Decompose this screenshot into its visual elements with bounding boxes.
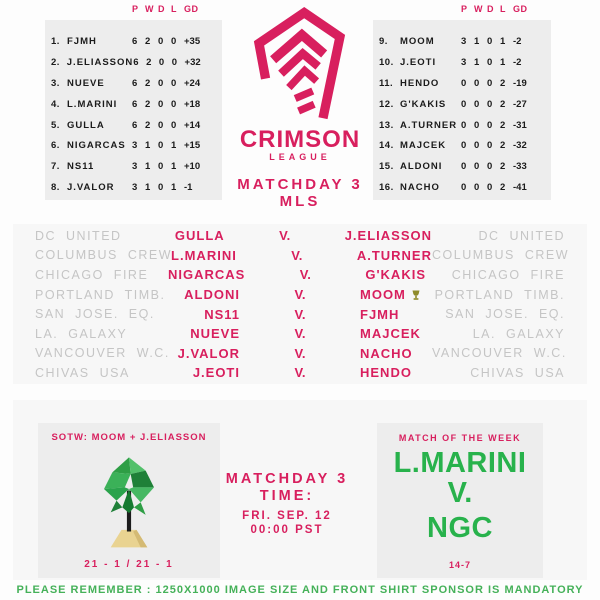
header-l: L [500, 4, 506, 14]
header-l: L [171, 4, 177, 14]
stat-gd: +24 [184, 77, 201, 89]
rank: 9. [379, 35, 388, 47]
rank: 12. [379, 98, 394, 110]
stat-d: 0 [158, 140, 164, 152]
versus-label: V. [294, 345, 306, 361]
trophy-icon [411, 290, 421, 301]
stat-d: 0 [158, 161, 164, 173]
player-name: NIGARCAS [67, 140, 126, 152]
stat-d: 0 [487, 56, 493, 68]
versus-label: V. [294, 287, 306, 303]
table-row [379, 135, 545, 156]
table-row [51, 135, 216, 156]
stat-p: 0 [461, 119, 467, 131]
home-team: CHICAGO FIRE [35, 267, 149, 282]
player-name: NACHO [400, 182, 440, 194]
league-logo-block [230, 6, 370, 211]
sotw-title: SOTW: MOOM + J.ELIASSON [51, 432, 207, 443]
stat-p: 3 [461, 35, 467, 47]
stat-d: 0 [487, 182, 493, 194]
stat-p: 6 [133, 56, 139, 68]
header-w: W [145, 4, 154, 14]
fixtures-list [13, 224, 587, 384]
table-row [379, 52, 545, 73]
versus-label: V. [294, 306, 306, 322]
stat-w: 1 [145, 140, 151, 152]
stat-gd: +18 [184, 98, 201, 110]
motw-away-player: NGC [427, 511, 493, 544]
player-name: NUEVE [67, 77, 105, 89]
header-d: D [158, 4, 165, 14]
table-row [51, 177, 216, 198]
matchday-league: MLS [279, 193, 321, 211]
home-team: DC UNITED [35, 228, 122, 243]
time-matchday: MATCHDAY 3 [225, 471, 349, 487]
away-team: SAN JOSE. EQ. [445, 307, 565, 322]
stat-gd: -31 [513, 119, 527, 131]
stat-w: 0 [474, 182, 480, 194]
stat-p: 6 [132, 119, 138, 131]
stat-p: 6 [132, 77, 138, 89]
time-clock: 00:00 PST [250, 524, 324, 537]
home-player: J.EOTI [192, 365, 240, 381]
motw-home-player: L.MARINI [393, 447, 527, 479]
stat-l: 0 [171, 56, 177, 68]
stat-w: 2 [145, 119, 151, 131]
stat-l: 2 [500, 98, 506, 110]
versus-label: V. [294, 365, 306, 381]
table-row [51, 52, 216, 73]
stat-gd: +35 [184, 35, 201, 47]
stat-l: 2 [500, 140, 506, 152]
away-player-name: MOOM [360, 287, 406, 303]
stat-l: 2 [500, 182, 506, 194]
rank: 11. [379, 77, 394, 89]
home-player: NIGARCAS [168, 267, 246, 283]
versus-label: V. [294, 326, 306, 342]
stat-d: 0 [158, 35, 164, 47]
right-standings-table [373, 20, 551, 200]
rank: 7. [51, 161, 60, 173]
time-date: FRI. SEP. 12 [242, 510, 332, 523]
stat-gd: -33 [513, 161, 527, 173]
stat-w: 2 [146, 56, 152, 68]
home-team: LA. GALAXY [35, 326, 128, 341]
stat-w: 2 [145, 35, 151, 47]
stat-w: 0 [474, 161, 480, 173]
rank: 10. [379, 56, 394, 68]
player-name: J.EOTI [400, 56, 437, 68]
home-player: GULLA [174, 228, 225, 244]
fixture-row [13, 285, 587, 305]
stat-d: 0 [487, 77, 493, 89]
sotw-score: 21 - 1 / 21 - 1 [84, 559, 174, 570]
stat-w: 0 [474, 98, 480, 110]
motw-score: 14-7 [448, 560, 471, 570]
table-row [51, 31, 216, 52]
rank: 14. [379, 140, 394, 152]
stat-gd: +15 [184, 140, 201, 152]
header-gd: GD [513, 4, 528, 14]
table-row [51, 73, 216, 94]
stat-d: 0 [158, 182, 164, 194]
stat-d: 0 [158, 56, 165, 68]
stat-gd: +32 [184, 56, 201, 68]
away-team: PORTLAND TIMB. [434, 287, 565, 302]
stat-p: 3 [132, 161, 138, 173]
header-w: W [474, 4, 483, 14]
away-player: J.ELIASSON [344, 228, 432, 244]
stat-p: 3 [132, 140, 138, 152]
player-name: ALDONI [400, 161, 443, 173]
table-row [51, 94, 216, 115]
stat-gd: -1 [184, 182, 193, 194]
rank: 6. [51, 140, 60, 152]
player-name: MAJCEK [400, 140, 447, 152]
away-team: COLUMBUS CREW [432, 248, 570, 263]
stat-p: 0 [461, 98, 467, 110]
fixture-row [13, 246, 587, 266]
home-player: NS11 [204, 306, 240, 322]
home-player: NUEVE [190, 326, 240, 342]
rank: 5. [51, 119, 60, 131]
player-name: L.MARINI [67, 98, 118, 110]
header-p: P [132, 4, 139, 14]
bottom-section [13, 400, 587, 580]
home-team: SAN JOSE. EQ. [35, 307, 155, 322]
table-row [379, 177, 545, 198]
stat-d: 0 [487, 119, 493, 131]
stat-w: 1 [474, 56, 480, 68]
home-team: COLUMBUS CREW [35, 248, 173, 263]
stat-l: 0 [171, 119, 177, 131]
stat-l: 1 [171, 140, 177, 152]
stat-w: 1 [474, 35, 480, 47]
stat-d: 0 [487, 35, 493, 47]
stat-l: 0 [171, 98, 177, 110]
player-name: NS11 [67, 161, 95, 173]
table-row [379, 156, 545, 177]
stat-l: 1 [500, 56, 506, 68]
stat-d: 0 [158, 119, 164, 131]
away-team: CHIVAS USA [470, 365, 565, 380]
rank: 15. [379, 161, 394, 173]
table-row [379, 94, 545, 115]
player-name: G'KAKIS [400, 98, 447, 110]
stat-gd: -32 [513, 140, 527, 152]
table-row [51, 156, 216, 177]
footer-notice: PLEASE REMEMBER : 1250X1000 IMAGE SIZE AND FRONT SHIRT SPONSOR IS MANDATORY [16, 584, 584, 596]
rank: 4. [51, 98, 60, 110]
rank: 1. [51, 35, 60, 47]
right-table-header [461, 4, 545, 14]
home-team: VANCOUVER W.C. [35, 346, 170, 361]
fixture-row [13, 344, 587, 364]
motw-versus-label: V. [447, 477, 473, 510]
crimson-league-logo-icon [248, 6, 352, 122]
stat-gd: -19 [513, 77, 527, 89]
versus-label: V. [291, 247, 303, 263]
player-name: MOOM [400, 35, 435, 47]
stat-l: 2 [500, 119, 506, 131]
stat-gd: -41 [513, 182, 527, 194]
stat-w: 0 [474, 77, 480, 89]
player-name: J.VALOR [67, 182, 115, 194]
stat-p: 3 [461, 56, 467, 68]
league-name: CRIMSON [239, 126, 361, 153]
rank: 8. [51, 182, 60, 194]
stat-p: 0 [461, 182, 467, 194]
away-player: G'KAKIS [365, 267, 426, 283]
away-player: HENDO [360, 365, 412, 381]
stat-l: 0 [171, 77, 177, 89]
stat-l: 1 [500, 35, 506, 47]
stat-d: 0 [487, 161, 493, 173]
home-team: CHIVAS USA [35, 365, 130, 380]
stat-p: 0 [461, 140, 467, 152]
player-name: FJMH [67, 35, 97, 47]
stat-w: 2 [145, 77, 151, 89]
stat-p: 3 [132, 182, 138, 194]
table-row [379, 31, 545, 52]
time-label: TIME: [259, 487, 315, 504]
fixture-row [13, 324, 587, 344]
table-row [379, 115, 545, 136]
player-name: A.TURNER [400, 119, 458, 131]
stat-w: 2 [145, 98, 151, 110]
stat-gd: -27 [513, 98, 527, 110]
header-gd: GD [184, 4, 199, 14]
tree-trophy-icon [86, 449, 172, 549]
fixture-row [13, 265, 587, 285]
left-table-header [132, 4, 216, 14]
away-team: LA. GALAXY [472, 326, 565, 341]
stat-p: 0 [461, 161, 467, 173]
stat-d: 0 [158, 98, 164, 110]
fixture-row [13, 304, 587, 324]
home-player: ALDONI [184, 287, 240, 303]
table-row [51, 115, 216, 136]
matchday-title: MATCHDAY 3 [237, 175, 363, 193]
player-name: HENDO [400, 77, 440, 89]
stat-w: 0 [474, 119, 480, 131]
rank: 13. [379, 119, 394, 131]
header-d: D [487, 4, 494, 14]
stat-d: 0 [158, 77, 164, 89]
stat-p: 6 [132, 98, 138, 110]
match-of-the-week-card [377, 423, 543, 578]
matchday-time-block [187, 472, 387, 538]
stat-p: 6 [132, 35, 138, 47]
fixture-row [13, 226, 587, 246]
table-row [379, 73, 545, 94]
away-team: CHICAGO FIRE [451, 267, 565, 282]
rank: 3. [51, 77, 60, 89]
stat-d: 0 [487, 140, 493, 152]
stat-gd: -2 [513, 35, 522, 47]
stat-l: 2 [500, 161, 506, 173]
stat-gd: +14 [184, 119, 201, 131]
header-p: P [461, 4, 468, 14]
away-player: A.TURNER [356, 247, 432, 263]
away-team: VANCOUVER W.C. [432, 346, 567, 361]
away-player [360, 287, 432, 302]
stat-p: 0 [461, 77, 467, 89]
stat-gd: +10 [184, 161, 201, 173]
stat-l: 0 [171, 35, 177, 47]
stat-w: 1 [145, 182, 151, 194]
stat-w: 1 [145, 161, 151, 173]
player-name: GULLA [67, 119, 105, 131]
away-team: DC UNITED [478, 228, 565, 243]
motw-title: MATCH OF THE WEEK [398, 433, 522, 443]
stat-l: 2 [500, 77, 506, 89]
stat-l: 1 [171, 182, 177, 194]
player-name: J.ELIASSON [66, 56, 134, 68]
home-team: PORTLAND TIMB. [35, 287, 166, 302]
fixture-row [13, 363, 587, 383]
rank: 16. [379, 182, 394, 194]
home-player: J.VALOR [177, 345, 240, 361]
stat-w: 0 [474, 140, 480, 152]
versus-label: V. [279, 228, 291, 244]
stat-l: 1 [171, 161, 177, 173]
rank: 2. [51, 56, 60, 68]
away-player: NACHO [360, 345, 413, 361]
stat-gd: -2 [513, 56, 522, 68]
league-subtitle: LEAGUE [269, 152, 331, 162]
away-player: MAJCEK [360, 326, 421, 342]
left-standings-table [45, 20, 222, 200]
versus-label: V. [299, 267, 311, 283]
away-player: FJMH [360, 306, 400, 322]
stat-d: 0 [487, 98, 493, 110]
home-player: L.MARINI [171, 247, 237, 263]
